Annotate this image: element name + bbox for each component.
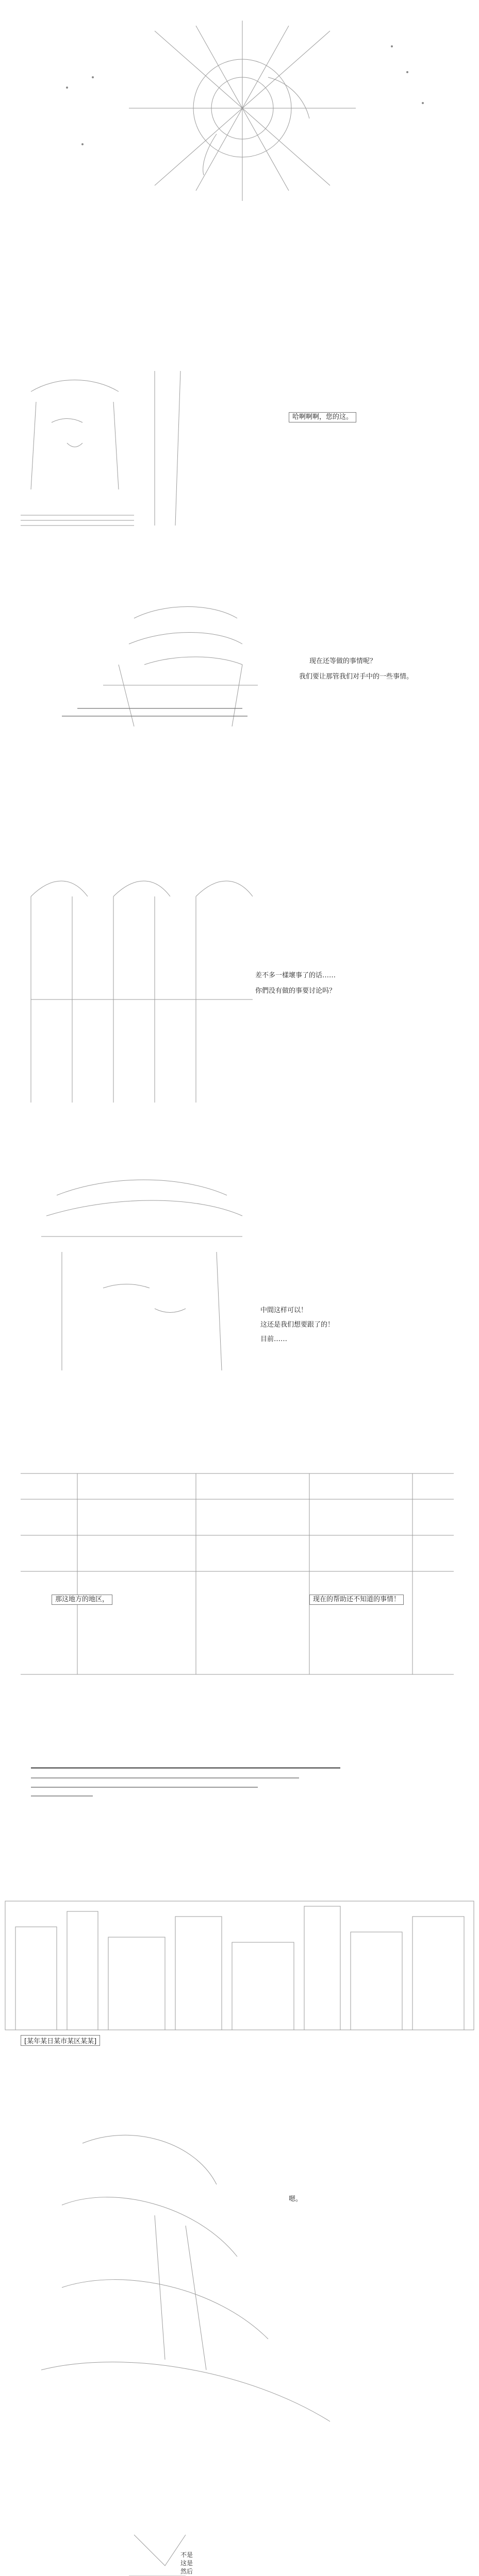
girl-portrait-art	[0, 361, 479, 531]
stack-word: 这是	[180, 2560, 193, 2567]
panel-lineup	[0, 845, 479, 1133]
speech-hooded-3: 目前……	[260, 1335, 288, 1343]
speech-arms-2: 我们要让那管我们对手中的一些事情。	[299, 673, 414, 681]
sunburst-art	[0, 0, 479, 216]
panel-sunburst	[0, 0, 479, 216]
speech-crowd-2: 现在的帮助还不知道的事情！	[309, 1595, 404, 1605]
speech-lineup-2: 你們没有做的事要讨论吗？	[255, 987, 336, 995]
panel-arms-weapon	[0, 531, 479, 840]
panel-hooded	[0, 1175, 479, 1432]
speech-arms-1: 现在还等做的事情呢？	[309, 657, 377, 665]
stack-word: 不是	[180, 2551, 193, 2558]
panel-separator	[0, 1762, 479, 1839]
arms-weapon-art	[0, 531, 479, 840]
speech-lineup-1: 差不多一樣壞事了的话……	[255, 972, 336, 979]
speech-hooded-1: 中間这样可以！	[260, 1307, 308, 1314]
rider-art	[0, 2102, 479, 2452]
separator-bar-2	[31, 1777, 299, 1778]
separator-bar-1	[31, 1767, 340, 1769]
separator-bar-4	[31, 1795, 93, 1797]
panel-city	[0, 1896, 479, 2066]
panel-rider	[0, 2102, 479, 2452]
panel-stack	[0, 2504, 479, 2576]
speech-girl: 哈啊啊啊，您的这。	[289, 412, 356, 422]
panel-girl-portrait	[0, 361, 479, 531]
speech-hooded-2: 这还是我们想要跟了的！	[260, 1321, 335, 1329]
city-caption: [某年某日某市某区某某]	[21, 2035, 100, 2046]
stack-art	[0, 2504, 479, 2576]
speech-crowd-1: 那这地方的地区，	[52, 1595, 112, 1605]
stack-word: 然后	[180, 2568, 193, 2575]
separator-bar-3	[31, 1787, 258, 1788]
speech-rider: 嗯。	[289, 2195, 303, 2203]
crowd-art	[0, 1443, 479, 1710]
lineup-art	[0, 845, 479, 1133]
panel-crowd	[0, 1443, 479, 1710]
hooded-art	[0, 1175, 479, 1432]
